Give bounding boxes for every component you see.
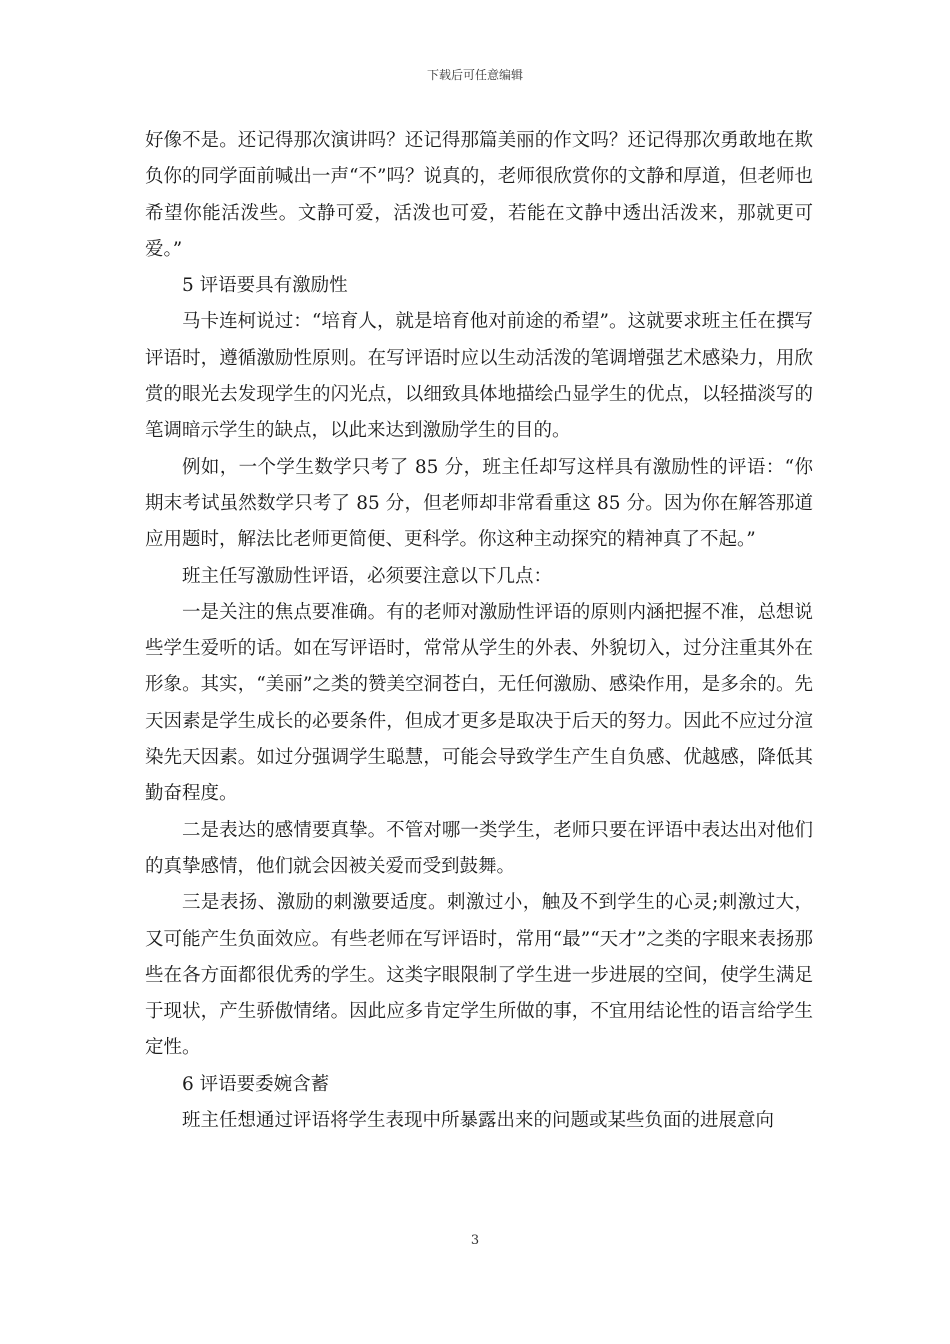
paragraph-point-3: 三是表扬、激励的刺激要适度。刺激过小，触及不到学生的心灵;刺激过大，又可能产生负面效应。有些老师在写评语时，常用“最”“天才”之类的字眼来表扬那些在各方面都很优秀的学生。这类字眼限制了学生进一步进展的空间，使学生满足于现状，产生骄傲情绪。因此应多肯定学生所做的事，不宜用结论性的语言给学生定性。 — [145, 892, 813, 1059]
page-header: 下载后可任意编辑 — [426, 68, 523, 82]
paragraph-example: 例如，一个学生数学只考了 85 分，班主任却写这样具有激励性的评语：“你期末考试虽然数学只考了 85 分，但老师却非常看重这 85 分。因为你在解答那道应用题时，解法比老师更简便、更科学。你这种主动探究的精神真了不起。” — [145, 456, 813, 551]
section-heading-5: 5 评语要具有激励性 — [182, 275, 348, 297]
document-body — [145, 123, 813, 1139]
paragraph-point-1: 一是关注的焦点要准确。有的老师对激励性评语的原则内涵把握不准，总想说些学生爱听的话。如在写评语时，常常从学生的外表、外貌切入，过分注重其外在形象。其实，“美丽”之类的赞美空洞苍白，无任何激励、感染作用，是多余的。先天因素是学生成长的必要条件，但成才更多是取决于后天的努力。因此不应过分渲染先天因素。如过分强调学生聪慧，可能会导致学生产生自负感、优越感，降低其勤奋程度。 — [145, 601, 813, 805]
paragraph-points-intro: 班主任写激励性评语，必须要注意以下几点： — [182, 565, 553, 587]
paragraph-point-2: 二是表达的感情要真挚。不管对哪一类学生，老师只要在评语中表达出对他们的真挚感情，他们就会因被关爱而受到鼓舞。 — [145, 819, 813, 877]
page-number: 3 — [470, 1233, 480, 1248]
paragraph-continued: 好像不是。还记得那次演讲吗？还记得那篇美丽的作文吗？还记得那次勇敢地在欺负你的同学面前喊出一声“不”吗？说真的，老师很欣赏你的文静和厚道，但老师也希望你能活泼些。文静可爱，活泼也可爱，若能在文静中透出活泼来，那就更可爱。” — [145, 130, 813, 260]
section-heading-6: 6 评语要委婉含蓄 — [182, 1073, 330, 1095]
paragraph-section-6: 班主任想通过评语将学生表现中所暴露出来的问题或某些负面的进展意向 — [182, 1110, 775, 1132]
paragraph-makarenko: 马卡连柯说过：“培育人，就是培育他对前途的希望”。这就要求班主任在撰写评语时，遵循激励性原则。在写评语时应以生动活泼的笔调增强艺术感染力，用欣赏的眼光去发现学生的闪光点，以细致具体地描绘凸显学生的优点，以轻描淡写的笔调暗示学生的缺点，以此来达到激励学生的目的。 — [145, 311, 813, 442]
